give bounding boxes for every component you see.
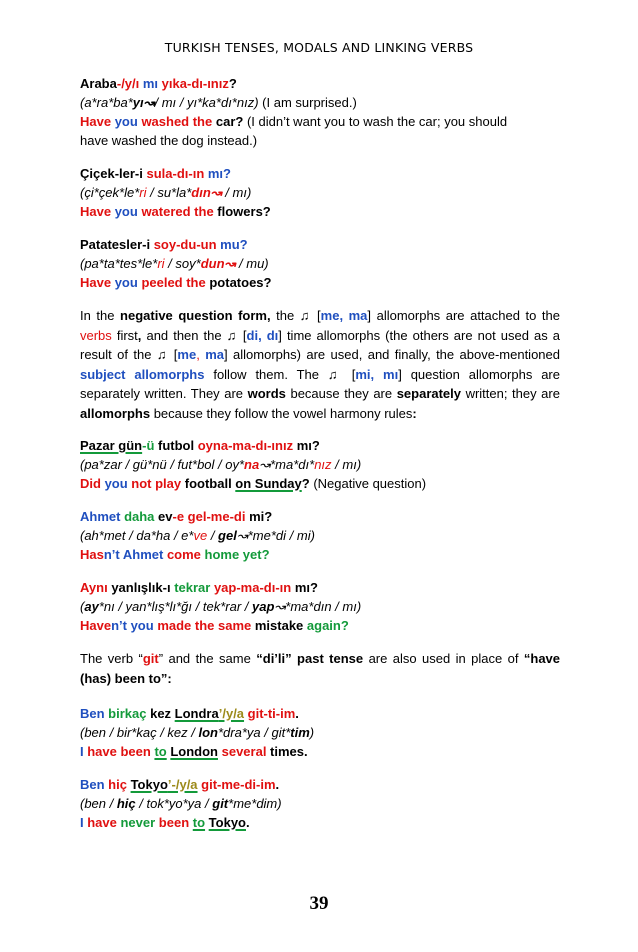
- text-segment: to: [192, 815, 206, 830]
- text-segment: / mı): [221, 185, 252, 200]
- example-block: [80, 507, 560, 564]
- text-segment: ↝*ma*dı*: [259, 457, 315, 472]
- text-segment: tekrar: [174, 580, 214, 595]
- text-segment: (ah*met / da*ha / e*: [80, 528, 194, 543]
- text-segment: car?: [215, 114, 244, 129]
- example-block: [80, 436, 560, 493]
- text-segment: subject allomorphs: [80, 366, 205, 382]
- text-segment: gel: [218, 528, 237, 543]
- text-segment: I: [80, 744, 88, 759]
- text-segment: Have: [80, 618, 112, 633]
- example-block: [80, 164, 560, 221]
- text-segment: Araba: [80, 76, 117, 91]
- example-line: [80, 723, 560, 742]
- example-block: [80, 74, 560, 150]
- example-line: [80, 507, 560, 526]
- text-segment: ?: [301, 476, 310, 491]
- text-segment: ,: [196, 347, 206, 362]
- text-segment: dın↝: [191, 185, 222, 200]
- text-segment: “di’li” past tense: [256, 651, 364, 666]
- text-segment: you: [114, 114, 142, 129]
- text-segment: the ♫ [: [270, 308, 321, 323]
- text-segment: (I am surprised.): [262, 95, 357, 110]
- text-segment: football: [184, 476, 236, 491]
- example-group-1: [80, 74, 560, 292]
- text-segment: *tes*le*: [114, 256, 158, 271]
- text-segment: /: [207, 528, 219, 543]
- example-line: [80, 273, 560, 292]
- text-segment: (pa*: [80, 256, 104, 271]
- text-segment: ] allomorphs are attached to the: [367, 308, 560, 323]
- text-segment: negative question form,: [120, 308, 271, 323]
- text-segment: you: [114, 204, 142, 219]
- text-segment: / mı): [331, 457, 362, 472]
- text-segment: (I didn’t want you to wash the car; you should: [243, 114, 508, 129]
- text-segment: daha: [124, 509, 159, 524]
- text-segment: you: [104, 476, 132, 491]
- example-line: [80, 775, 560, 794]
- text-segment: times.: [270, 744, 308, 759]
- text-segment: washed the: [141, 114, 216, 129]
- text-segment: ri: [139, 185, 147, 200]
- text-segment: have been: [87, 744, 155, 759]
- text-segment: *nı / yan*lış*lı*ğı / tek*rar /: [98, 599, 252, 614]
- text-segment: *me*dim): [228, 796, 282, 811]
- text-segment: Aynı: [80, 580, 112, 595]
- text-segment: Çiçek-ler-i: [80, 166, 147, 181]
- text-segment: / tok*yo*ya /: [135, 796, 213, 811]
- example-line: [80, 474, 560, 493]
- text-segment: several: [218, 744, 271, 759]
- example-line: [80, 74, 560, 93]
- text-segment: Ahmet: [80, 509, 125, 524]
- text-segment: have washed the dog instead.): [80, 133, 258, 148]
- text-segment: separately: [396, 386, 462, 401]
- text-segment: ve: [193, 528, 208, 543]
- text-segment: you: [130, 618, 158, 633]
- text-segment: follow them. The ♫ [: [204, 366, 356, 382]
- text-segment: mi, mı: [355, 366, 399, 382]
- text-segment: Did: [80, 476, 105, 491]
- text-segment: ri: [157, 256, 165, 271]
- text-segment: git: [212, 796, 229, 811]
- text-segment: ev: [158, 509, 173, 524]
- text-segment: (Negative question): [309, 476, 427, 491]
- text-segment: Have: [80, 114, 115, 129]
- text-segment: di, dı: [246, 327, 279, 343]
- text-segment: .: [246, 815, 250, 830]
- example-line: [80, 436, 560, 455]
- text-segment: flowers?: [217, 204, 271, 219]
- text-segment: Patatesler-i: [80, 237, 154, 252]
- text-segment: ” and the same: [158, 651, 257, 666]
- example-line: [80, 813, 560, 832]
- example-block: [80, 775, 560, 832]
- text-segment: Have: [80, 275, 115, 290]
- text-segment: ’-/y/a: [167, 777, 198, 792]
- text-segment: been: [158, 815, 193, 830]
- text-segment: (pa*zar / gü*nü / fut*bol / oy*: [80, 457, 245, 472]
- text-segment: and then the ♫ [: [141, 327, 247, 343]
- example-line: [80, 112, 560, 131]
- text-segment: birkaç: [108, 706, 151, 721]
- example-line: [80, 578, 560, 597]
- text-segment: yanlışlık-ı: [111, 580, 175, 595]
- text-segment: tim: [290, 725, 310, 740]
- text-segment: potatoes?: [209, 275, 272, 290]
- text-segment: git-me-di-im: [197, 777, 276, 792]
- text-segment: ’/y/a: [218, 706, 245, 721]
- text-segment: again?: [306, 618, 349, 633]
- text-segment: me, ma: [320, 308, 368, 323]
- text-segment: ] time allomorphs (the others are not used as a result of the ♫ [: [80, 327, 560, 362]
- text-segment: ] question allomorphs are separately written. They are: [80, 366, 560, 401]
- text-segment: yap-ma-dı-ın: [213, 580, 295, 595]
- page-number: 39: [309, 893, 329, 914]
- example-block: [80, 704, 560, 761]
- text-segment: Tokyo: [208, 815, 246, 830]
- text-segment: ta: [103, 256, 115, 271]
- text-segment: futbol: [154, 438, 198, 453]
- text-segment: because they follow the vowel harmony rules: [150, 405, 413, 421]
- text-segment: .: [275, 777, 280, 792]
- text-segment: git: [142, 651, 159, 666]
- text-segment: ay: [84, 599, 99, 614]
- text-segment: you: [114, 275, 142, 290]
- text-segment: -ü: [142, 438, 155, 453]
- paragraph-have-been-to: [80, 649, 560, 688]
- text-segment: *le*: [119, 185, 140, 200]
- text-segment: soy-du-un: [153, 237, 221, 252]
- text-segment: *ba*: [108, 95, 133, 110]
- text-segment: Has: [80, 547, 104, 562]
- text-segment: mı?: [207, 166, 231, 181]
- text-segment: come: [166, 547, 205, 562]
- page-header: TURKISH TENSES, MODALS AND LINKING VERBS: [164, 40, 474, 55]
- text-segment: (: [80, 599, 85, 614]
- text-segment: I: [80, 815, 88, 830]
- text-segment: verbs: [80, 327, 112, 343]
- example-line: [80, 545, 560, 564]
- text-segment: to: [154, 744, 167, 759]
- text-segment: -e: [172, 509, 188, 524]
- text-segment: ,: [137, 327, 142, 343]
- text-segment: na: [244, 457, 260, 472]
- example-line: [80, 164, 560, 183]
- text-segment: ?: [228, 76, 237, 91]
- text-segment: because they are: [285, 386, 397, 401]
- text-segment: *dra*ya / git*: [218, 725, 291, 740]
- text-segment: kez: [150, 706, 175, 721]
- text-segment: The verb “: [80, 651, 143, 666]
- text-segment: mistake: [254, 618, 307, 633]
- text-segment: :: [412, 405, 417, 421]
- example-group-2: [80, 436, 560, 635]
- text-segment: made the same: [157, 618, 255, 633]
- text-segment: -dı-ınız: [186, 76, 229, 91]
- example-line: [80, 455, 560, 474]
- text-segment: / soy*: [164, 256, 201, 271]
- text-segment: Have: [80, 204, 115, 219]
- text-segment: -/y/ı: [116, 76, 143, 91]
- text-segment: dun↝: [200, 256, 236, 271]
- text-segment: (çi*: [80, 185, 99, 200]
- text-segment: / mı / yı*ka*dı*nız): [154, 95, 263, 110]
- text-segment: n’t: [103, 547, 123, 562]
- example-block: [80, 578, 560, 635]
- example-line: [80, 742, 560, 761]
- text-segment: gel-me-di: [187, 509, 250, 524]
- text-segment: on Sunday: [235, 476, 302, 491]
- page-content: [80, 74, 560, 846]
- text-segment: “have (has) been to”:: [80, 651, 561, 686]
- text-segment: / su*la*: [146, 185, 192, 200]
- text-segment: hiç: [108, 777, 131, 792]
- text-segment: ra: [96, 95, 109, 110]
- text-segment: çek: [98, 185, 120, 200]
- example-group-3: [80, 704, 560, 832]
- text-segment: ↝*me*di / mi): [236, 528, 315, 543]
- example-line: [80, 616, 560, 635]
- example-line: [80, 131, 560, 150]
- example-block: [80, 235, 560, 292]
- text-segment: Ahmet: [122, 547, 167, 562]
- text-segment: first: [111, 327, 138, 343]
- text-segment: written; they are: [461, 386, 560, 401]
- text-segment: ] allomorphs) are used, and finally, the above-mentioned: [224, 347, 560, 362]
- example-line: [80, 202, 560, 221]
- example-line: [80, 794, 560, 813]
- text-segment: ): [309, 725, 315, 740]
- text-segment: are also used in place of: [363, 651, 524, 666]
- text-segment: Ben: [80, 706, 109, 721]
- text-segment: words: [247, 386, 286, 401]
- text-segment: nız: [314, 457, 332, 472]
- text-segment: allomorphs: [80, 405, 151, 421]
- text-segment: Ben: [80, 777, 109, 792]
- text-segment: mi?: [249, 509, 273, 524]
- text-segment: In the: [80, 308, 121, 323]
- example-line: [80, 597, 560, 616]
- text-segment: mı?: [294, 580, 318, 595]
- text-segment: mu?: [220, 237, 248, 252]
- text-segment: n’t: [111, 618, 131, 633]
- text-segment: have: [87, 815, 121, 830]
- example-line: [80, 93, 560, 112]
- example-line: [80, 235, 560, 254]
- paragraph-negative-question: [80, 306, 560, 423]
- text-segment: Pazar gün: [80, 438, 143, 453]
- text-segment: sula-dı-ın: [146, 166, 208, 181]
- text-segment: Tokyo: [130, 777, 168, 792]
- text-segment: / mu): [235, 256, 269, 271]
- text-segment: (ben /: [80, 796, 117, 811]
- text-segment: (ben / bir*kaç / kez /: [80, 725, 199, 740]
- text-segment: git-ti-im: [244, 706, 296, 721]
- text-segment: never: [120, 815, 159, 830]
- text-segment: ↝*ma*dın / mı): [274, 599, 362, 614]
- text-segment: mı?: [296, 438, 320, 453]
- text-segment: ma: [205, 347, 225, 362]
- text-segment: home yet?: [204, 547, 270, 562]
- text-segment: London: [170, 744, 218, 759]
- text-segment: -ma-dı-ınız: [228, 438, 297, 453]
- text-segment: oyna: [197, 438, 229, 453]
- example-line: [80, 183, 560, 202]
- example-line: [80, 704, 560, 723]
- text-segment: not play: [131, 476, 185, 491]
- text-segment: mı: [142, 76, 162, 91]
- text-segment: me: [177, 347, 197, 362]
- text-segment: hiç: [116, 796, 136, 811]
- text-segment: yıka: [161, 76, 187, 91]
- text-segment: peeled the: [141, 275, 210, 290]
- example-line: [80, 254, 560, 273]
- text-segment: yap: [252, 599, 275, 614]
- text-segment: (a*: [80, 95, 97, 110]
- text-segment: Londra: [174, 706, 219, 721]
- text-segment: .: [295, 706, 299, 721]
- text-segment: watered the: [141, 204, 218, 219]
- text-segment: yı↝: [132, 95, 155, 110]
- example-line: [80, 526, 560, 545]
- text-segment: lon: [198, 725, 218, 740]
